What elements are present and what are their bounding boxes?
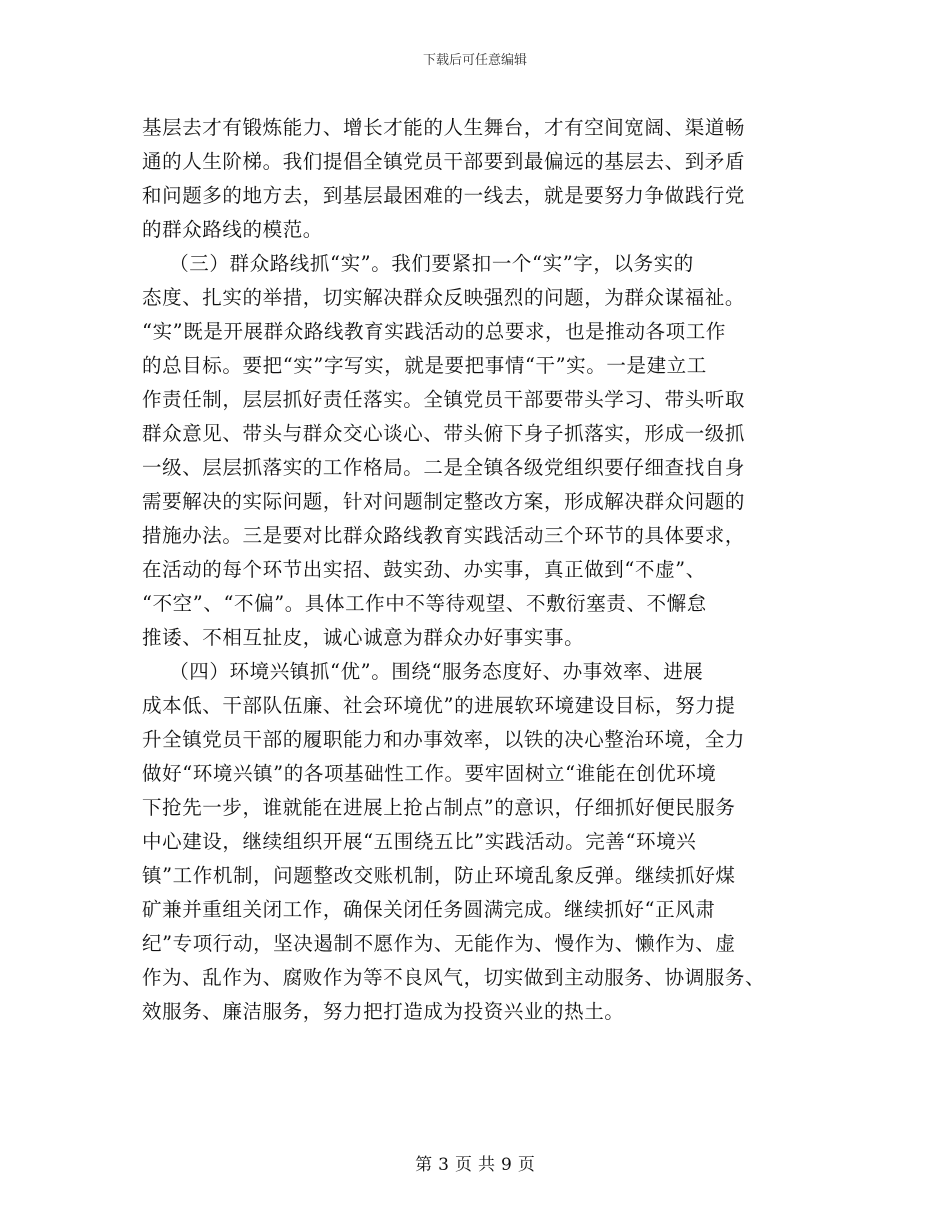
text-line: “实”既是开展群众路线教育实践活动的总要求，也是推动各项工作 [142,320,726,343]
text-line: 的总目标。要把“实”字写实，就是要把事情“干”实。一是建立工 [142,354,707,377]
page-prefix: 第 [415,1155,433,1175]
text-line: 做好“环境兴镇”的各项基础性工作。要牢固树立“谁能在创优环境 [142,762,717,785]
text-line: 通的人生阶梯。我们提倡全镇党员干部要到最偏远的基层去、到矛盾 [142,150,746,173]
text-line: 作责任制，层层抓好责任落实。全镇党员干部要带头学习、带头听取 [142,388,746,411]
text-line: 措施办法。三是要对比群众路线教育实践活动三个环节的具体要求， [142,524,746,547]
page-suffix: 页 [517,1155,535,1175]
document-body [142,111,814,1029]
text-line: 推诿、不相互扯皮，诚心诚意为群众办好事实事。 [142,626,585,649]
text-line: 和问题多的地方去，到基层最困难的一线去，就是要努力争做践行党 [142,184,746,207]
text-line: 态度、扎实的举措，切实解决群众反映强烈的问题，为群众谋福祉。 [142,286,746,309]
total-pages-number: 9 [501,1155,512,1175]
text-line: （三）群众路线抓“实”。我们要紧扣一个“实”字，以务实的 [142,252,694,275]
text-line: 中心建设，继续组织开展“五围绕五比”实践活动。完善“环境兴 [142,830,697,853]
text-line: 效服务、廉洁服务，努力把打造成为投资兴业的热土。 [142,1000,625,1023]
text-line: 作为、乱作为、腐败作为等不良风气，切实做到主动服务、协调服务、 [142,966,766,989]
text-line: 需要解决的实际问题，针对问题制定整改方案，形成解决群众问题的 [142,490,746,513]
page-header-note: 下载后可任意编辑 [422,53,527,68]
text-line: 下抢先一步，谁就能在进展上抢占制点”的意识，仔细抓好便民服务 [142,796,736,819]
page-number-footer [0,1153,950,1177]
total-word: 共 [478,1155,495,1175]
text-line: 纪”专项行动，坚决遏制不愿作为、无能作为、慢作为、懒作为、虚 [142,932,736,955]
text-line: 群众意见、带头与群众交心谈心、带头俯下身子抓落实，形成一级抓 [142,422,746,445]
text-line: 升全镇党员干部的履职能力和办事效率，以铁的决心整治环境，全力 [142,728,746,751]
text-line: 镇”工作机制，问题整改交账机制，防止环境乱象反弹。继续抓好煤 [142,864,736,887]
text-line: 在活动的每个环节出实招、鼓实劲、办实事，真正做到“不虚”、 [142,558,706,581]
text-line: “不空”、“不偏”。具体工作中不等待观望、不敷衍塞责、不懈怠 [142,592,707,615]
text-line: 矿兼并重组关闭工作，确保关闭任务圆满完成。继续抓好“正风肃 [142,898,716,921]
current-page-number: 3 [438,1155,449,1175]
text-line: 的群众路线的模范。 [142,218,323,241]
page-word: 页 [455,1155,472,1175]
text-line: 成本低、干部队伍廉、社会环境优”的进展软环境建设目标，努力提 [142,694,736,717]
text-line: 基层去才有锻炼能力、增长才能的人生舞台，才有空间宽阔、渠道畅 [142,116,746,139]
text-line: （四）环境兴镇抓“优”。围绕“服务态度好、办事效率、进展 [142,660,704,683]
text-line: 一级、层层抓落实的工作格局。二是全镇各级党组织要仔细查找自身 [142,456,746,479]
